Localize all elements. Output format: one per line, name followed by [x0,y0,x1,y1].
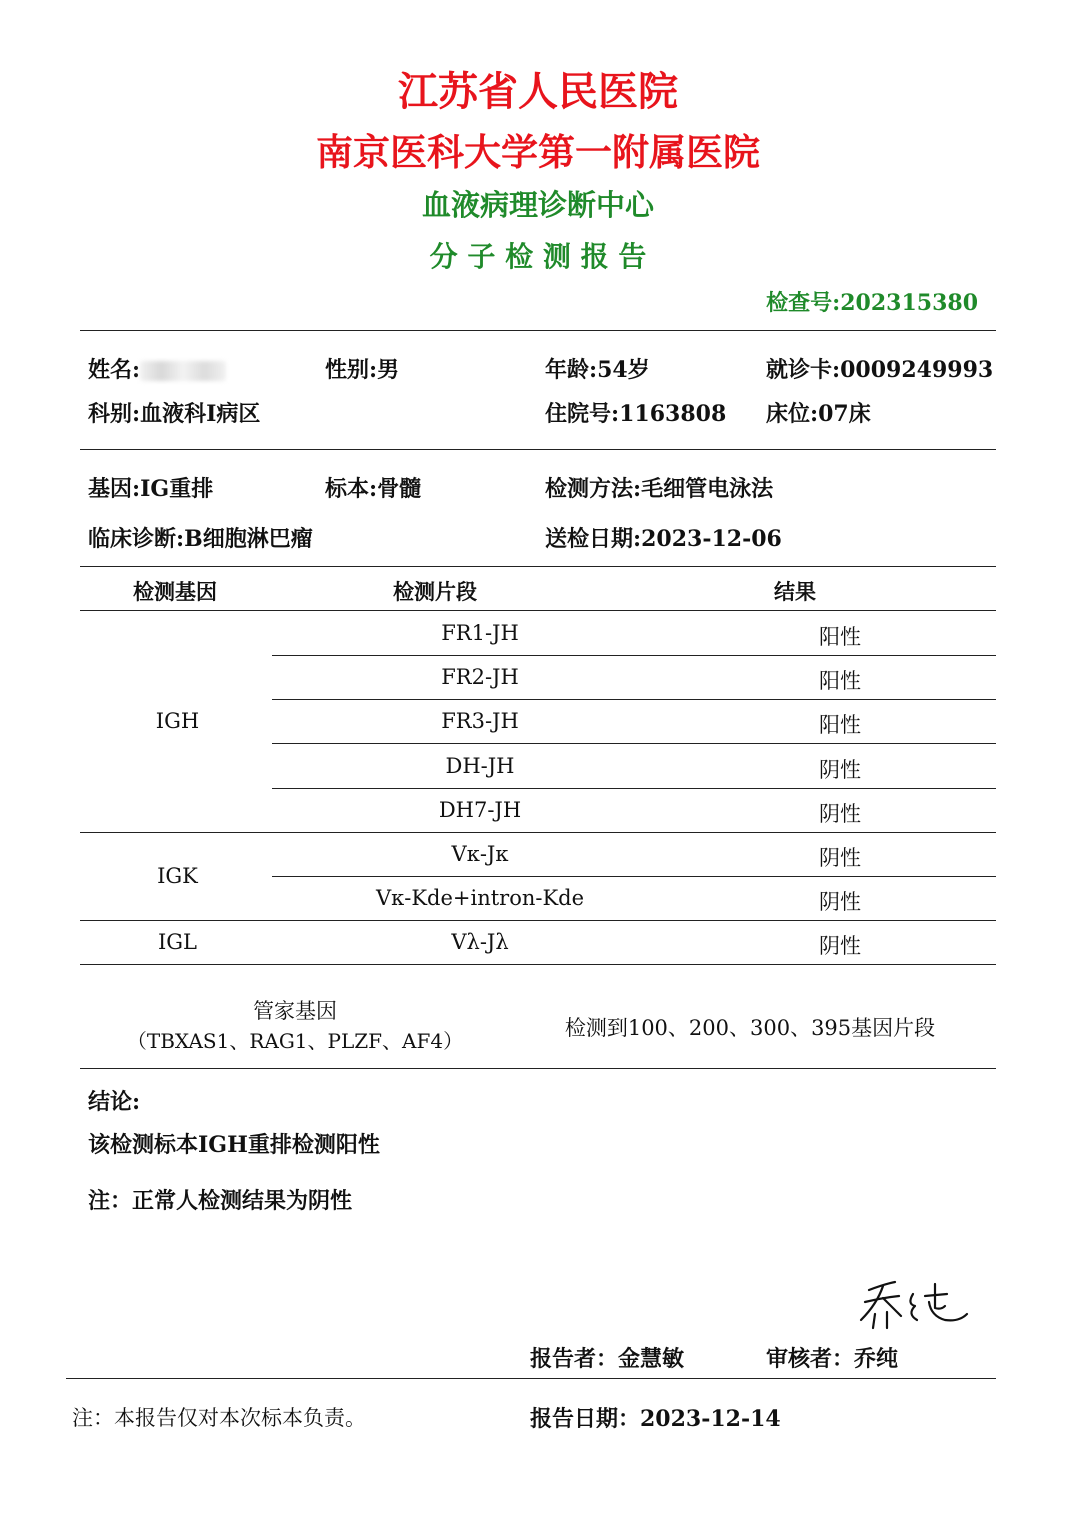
divider [80,449,996,450]
housekeeping-label: 管家基因 [253,999,337,1023]
table-row-fragment: DH-JH [445,754,515,778]
divider [80,1068,996,1069]
table-row-result: 阳性 [819,669,861,693]
header-gene: 检测基因 [133,579,217,604]
header-fragment: 检测片段 [393,579,477,604]
table-row-fragment: DH7-JH [438,798,522,822]
table-row-result: 阳性 [819,625,861,649]
housekeeping-result: 检测到100、200、300、395基因片段 [564,1016,936,1040]
table-row-fragment: FR1-JH [441,621,519,645]
table-row-result: 阴性 [819,890,861,914]
table-header-border [80,610,996,611]
table-row-fragment: FR2-JH [441,665,519,689]
submit-date-field: 送检日期:2023-12-06 [545,526,782,552]
group-igl: IGL [157,930,198,954]
housekeeping-genes: （TBXAS1、RAG1、PLZF、AF4） [126,1029,464,1053]
row-divider [272,743,996,744]
row-divider [272,655,996,656]
reviewer: 审核者：乔纯 [766,1346,899,1372]
admission-field: 住院号:1163808 [545,401,727,427]
group-igk: IGK [157,864,198,888]
table-row-result: 阴性 [819,846,861,870]
group-divider [80,832,996,833]
table-row-result: 阴性 [819,758,861,782]
header-result: 结果 [774,579,816,604]
row-divider [272,788,996,789]
divider [66,1378,996,1379]
diagnosis-field: 临床诊断:B细胞淋巴瘤 [88,526,313,552]
group-divider [80,920,996,921]
row-divider [272,876,996,877]
table-row-fragment: Vκ-Kde+intron-Kde [375,886,585,910]
normal-note: 注：正常人检测结果为阴性 [88,1188,353,1214]
table-bottom-border [80,964,996,965]
age-field: 年龄:54岁 [545,357,650,383]
disclaimer: 注：本报告仅对本次标本负责。 [72,1406,366,1430]
hospital-name: 江苏省人民医院 [398,68,678,115]
exam-number: 检查号:202315380 [766,290,978,316]
method-field: 检测方法:毛细管电泳法 [545,476,774,502]
table-row-fragment: FR3-JH [441,709,519,733]
gene-field: 基因:IG重排 [88,476,214,502]
report-date: 报告日期：2023-12-14 [530,1406,781,1432]
row-divider [272,699,996,700]
table-top-border [80,566,996,567]
group-igh: IGH [155,709,200,733]
table-row-fragment: Vλ-Jλ [451,930,509,954]
table-row-result: 阴性 [819,934,861,958]
conclusion-label: 结论: [88,1089,141,1115]
gender-field: 性别:男 [325,357,400,383]
table-row-result: 阴性 [819,802,861,826]
report-title: 分 子 检 测 报 告 [429,240,647,273]
name-field [88,353,226,384]
bed-field: 床位:07床 [766,401,871,427]
card-field: 就诊卡:0009249993 [766,357,994,383]
table-row-fragment: Vκ-Jκ [451,842,509,866]
table-row-result: 阳性 [819,713,861,737]
center-name: 血液病理诊断中心 [421,188,654,222]
dept-field: 科别:血液科I病区 [88,401,261,427]
name-label: 姓名: [88,357,141,383]
redacted-name [140,361,226,381]
reporter: 报告者：金慧敏 [530,1346,685,1372]
conclusion-text: 该检测标本IGH重排检测阳性 [88,1132,380,1158]
affiliation-name: 南京医科大学第一附属医院 [316,130,760,174]
divider [80,330,996,331]
specimen-field: 标本:骨髓 [325,476,422,502]
signature-image [855,1276,975,1336]
